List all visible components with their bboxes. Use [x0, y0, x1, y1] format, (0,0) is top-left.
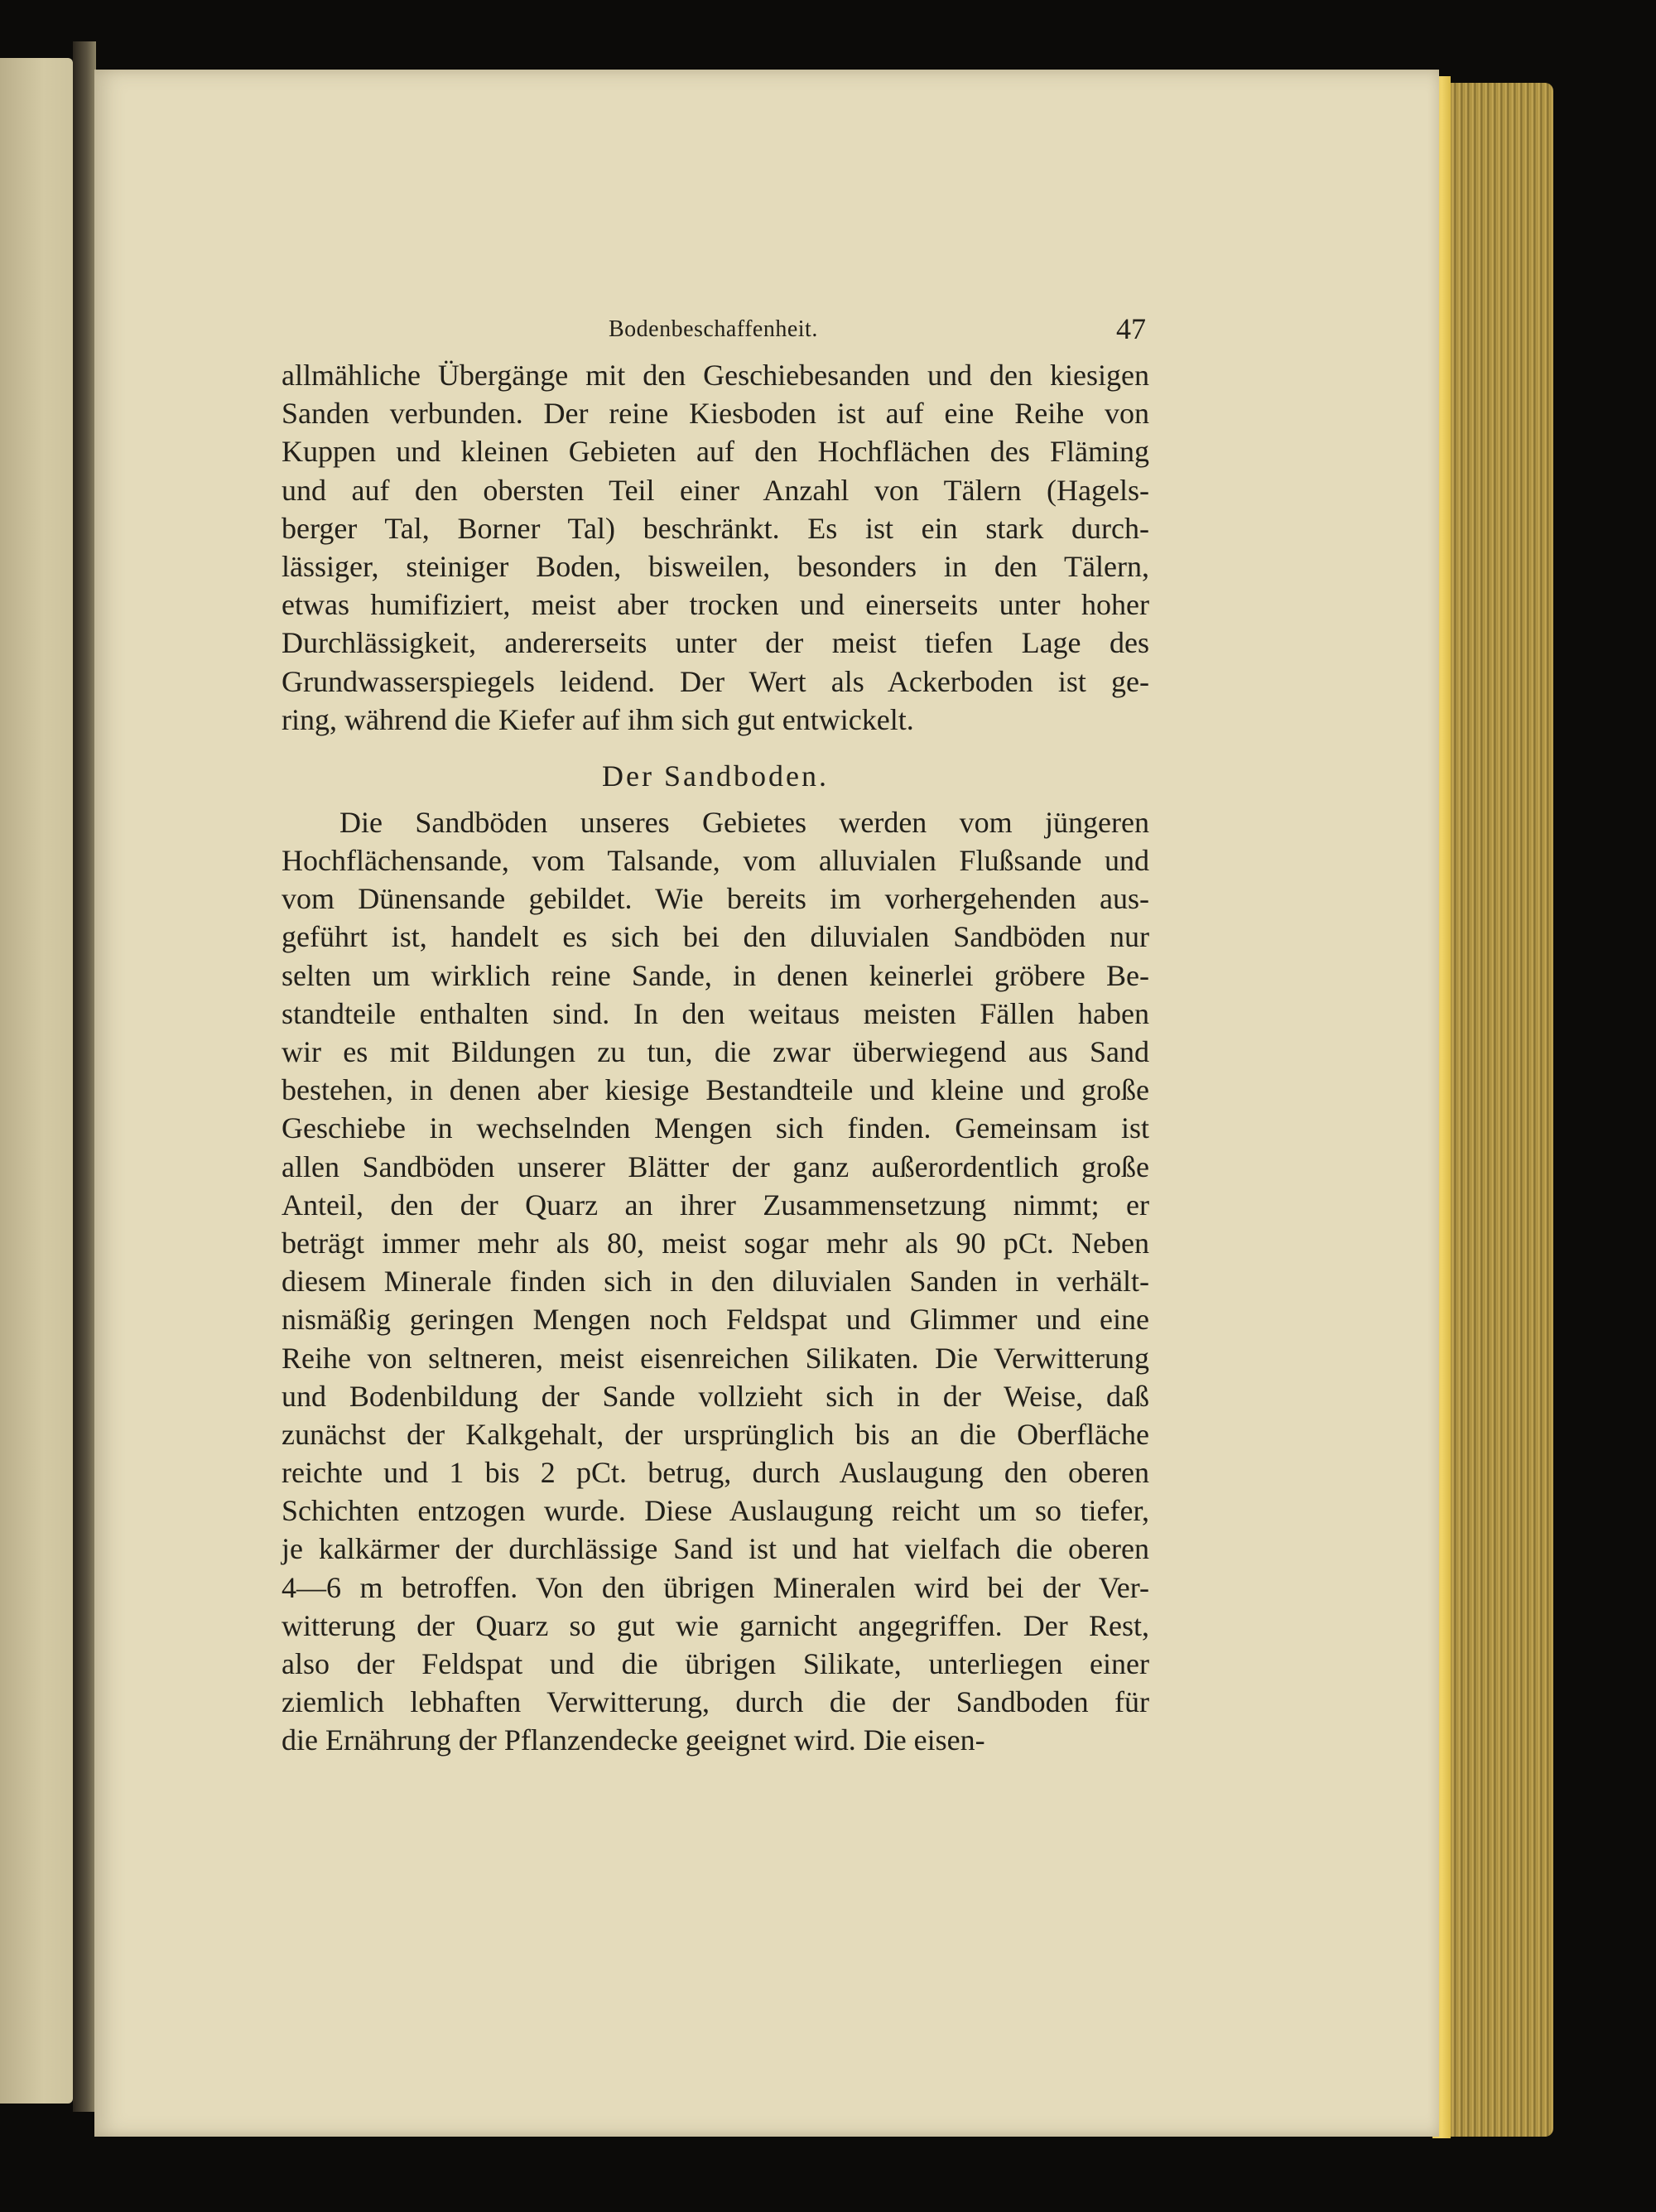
text-line: also der Feldspat und die übrigen Silikate, unterliegen einer — [282, 1647, 1149, 1680]
text-line: bestehen, in denen aber kiesige Bestandteile und kleine und große — [282, 1073, 1149, 1107]
text-line: geführt ist, handelt es sich bei den diluvialen Sandböden nur — [282, 920, 1149, 954]
text-line: standteile enthalten sind. In den weitaus meisten Fällen haben — [282, 996, 1149, 1030]
text-line: zunächst der Kalkgehalt, der ursprünglich bis an die Oberfläche — [282, 1417, 1149, 1451]
text-line: nismäßig geringen Mengen noch Feldspat und Glimmer und eine — [282, 1303, 1149, 1337]
text-line: Geschiebe in wechselnden Mengen sich finden. Gemeinsam ist — [282, 1111, 1149, 1145]
text-line: allen Sandböden unserer Blätter der ganz außerordentlich große — [282, 1149, 1149, 1183]
text-line: Schichten entzogen wurde. Diese Auslaugung reicht um so tiefer, — [282, 1494, 1149, 1528]
text-line: reichte und 1 bis 2 pCt. betrug, durch Auslaugung den oberen — [282, 1456, 1149, 1490]
text-line: diesem Minerale finden sich in den diluvialen Sanden in verhält- — [282, 1265, 1149, 1299]
text-line: Die Sandböden unseres Gebietes werden vom jüngeren — [339, 805, 1149, 839]
text-line: die Ernährung der Pflanzendecke geeignet wird. Die eisen- — [282, 1723, 985, 1757]
stacked-page-edges — [1437, 83, 1553, 2137]
text-line: Durchlässigkeit, andererseits unter der meist tiefen Lage des — [282, 626, 1149, 660]
text-line: Anteil, den der Quarz an ihrer Zusammensetzung nimmt; er — [282, 1188, 1149, 1222]
section-heading: Der Sandboden. — [602, 759, 829, 793]
previous-page-edge — [0, 58, 73, 2104]
text-line: 4—6 m betroffen. Von den übrigen Mineralen wird bei der Ver- — [282, 1570, 1149, 1604]
paragraph-sandboden — [282, 803, 1149, 1760]
text-line: Grundwasserspiegels leidend. Der Wert als Ackerboden ist ge- — [282, 664, 1149, 698]
text-line: Reihe von seltneren, meist eisenreichen Silikaten. Die Verwitterung — [282, 1341, 1149, 1375]
paragraph-kiesboden — [282, 356, 1149, 739]
text-line: selten um wirklich reine Sande, in denen keinerlei gröbere Be- — [282, 958, 1149, 992]
running-title: Bodenbeschaffenheit. — [609, 316, 818, 342]
text-line: und Bodenbildung der Sande vollzieht sich in der Weise, daß — [282, 1379, 1149, 1413]
text-line: ring, während die Kiefer auf ihm sich gut entwickelt. — [282, 702, 914, 736]
text-line: allmähliche Übergänge mit den Geschiebesanden und den kiesigen — [282, 359, 1149, 392]
text-line: Sanden verbunden. Der reine Kiesboden ist auf eine Reihe von — [282, 397, 1149, 431]
text-line: vom Dünensande gebildet. Wie bereits im vorhergehenden aus- — [282, 882, 1149, 916]
page-number: 47 — [1116, 312, 1146, 345]
text-line: witterung der Quarz so gut wie garnicht angegriffen. Der Rest, — [282, 1608, 1149, 1642]
text-line: etwas humifiziert, meist aber trocken und einerseits unter hoher — [282, 588, 1149, 622]
text-line: berger Tal, Borner Tal) beschränkt. Es ist ein stark durch- — [282, 511, 1149, 545]
page-text-block — [282, 306, 1149, 1760]
text-line: Hochflächensande, vom Talsande, vom alluvialen Flußsande und — [282, 844, 1149, 878]
text-line: je kalkärmer der durchlässige Sand ist und hat vielfach die oberen — [282, 1532, 1149, 1566]
text-line: und auf den obersten Teil einer Anzahl von Tälern (Hagels- — [282, 473, 1149, 507]
text-line: ziemlich lebhaften Verwitterung, durch die der Sandboden für — [282, 1685, 1149, 1719]
text-line: wir es mit Bildungen zu tun, die zwar überwiegend aus Sand — [282, 1035, 1149, 1068]
text-line: beträgt immer mehr als 80, meist sogar mehr als 90 pCt. Neben — [282, 1226, 1149, 1260]
book-gutter — [73, 41, 96, 2112]
text-line: lässiger, steiniger Boden, bisweilen, besonders in den Tälern, — [282, 549, 1149, 583]
page-header — [282, 306, 1149, 356]
text-line: Kuppen und kleinen Gebieten auf den Hochflächen des Fläming — [282, 435, 1149, 469]
